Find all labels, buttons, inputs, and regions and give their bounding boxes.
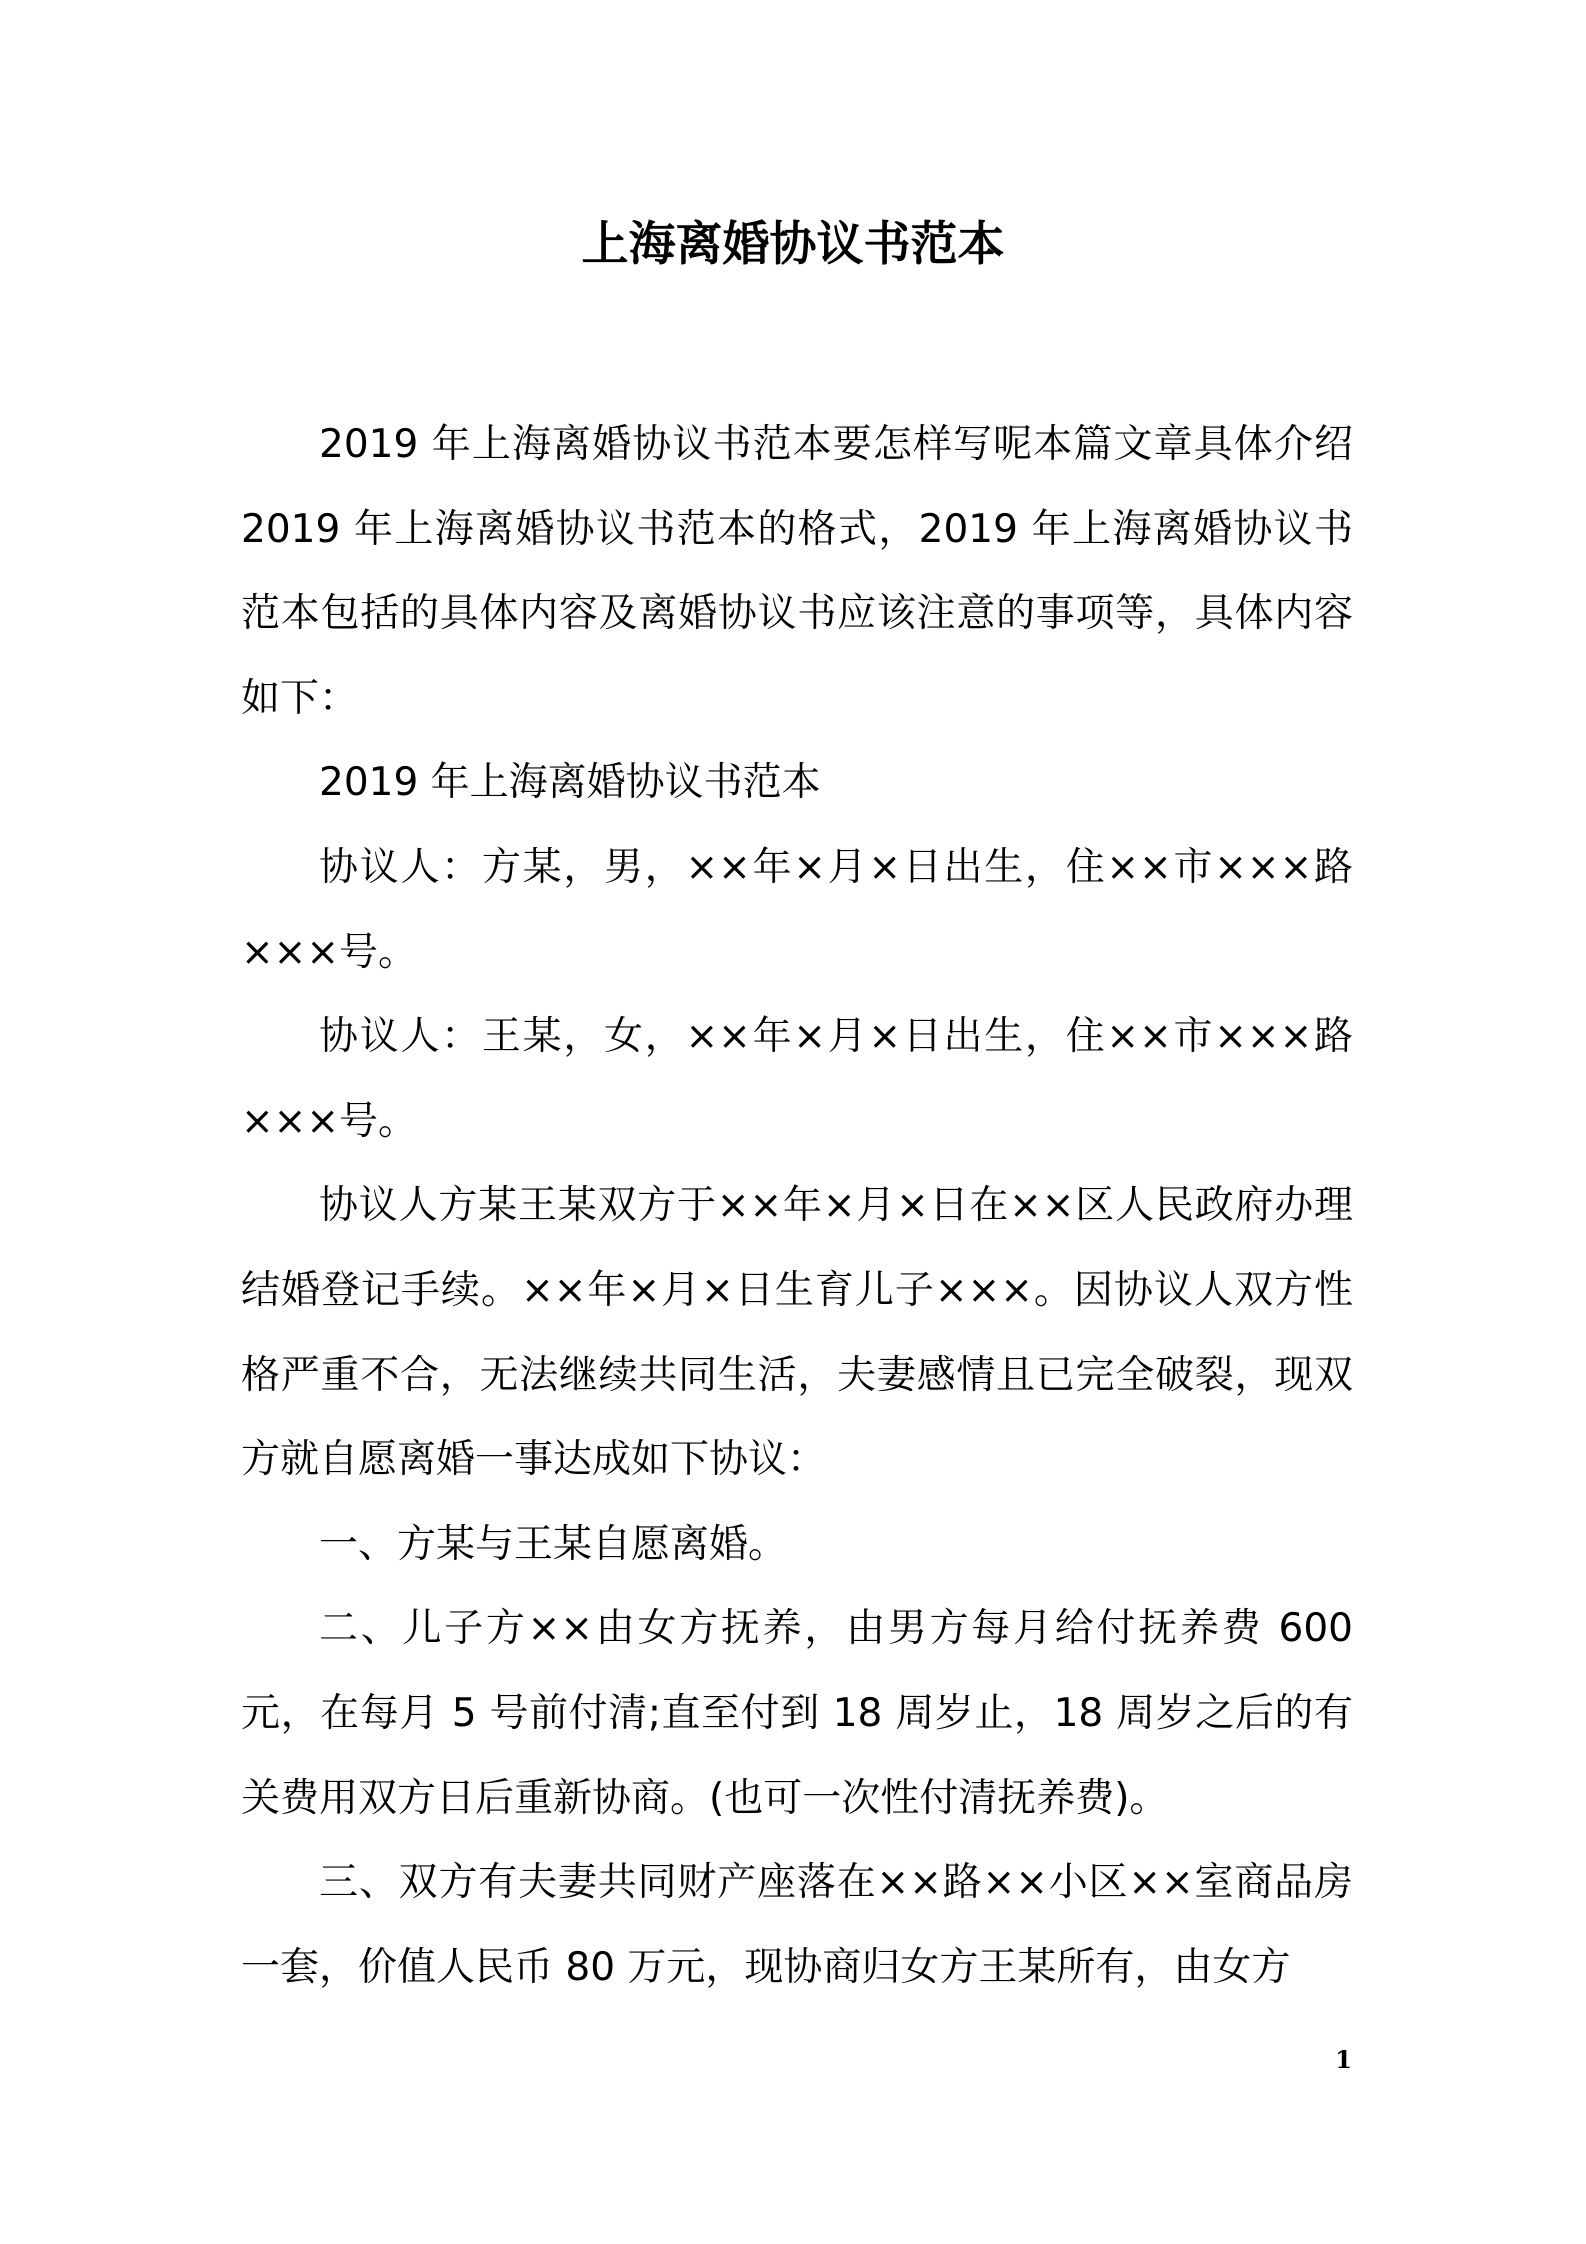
paragraph-background: 协议人方某王某双方于××年×月×日在××区人民政府办理结婚登记手续。××年×月×日生育儿子×××。因协议人双方性格严重不合，无法继续共同生活，夫妻感情且已完全破裂，现双方就自愿离婚一事达成如下协议： xyxy=(241,1183,1353,1483)
clause-3: 三、双方有夫妻共同财产座落在××路××小区××室商品房一套，价值人民币 80 万元，现协商归女方王某所有，由女方 xyxy=(241,1860,1353,1990)
document-title: 上海离婚协议书范本 xyxy=(581,217,1005,272)
clause-1: 一、方某与王某自愿离婚。 xyxy=(319,1521,788,1567)
paragraph-intro: 2019 年上海离婚协议书范本要怎样写呢本篇文章具体介绍2019 年上海离婚协议书范本的格式，2019 年上海离婚协议书范本包括的具体内容及离婚协议书应该注意的事项等，具体内容如下： xyxy=(241,422,1353,721)
document-body xyxy=(241,403,1353,2010)
page-number: 1 xyxy=(1335,2045,1352,2074)
clause-2: 二、儿子方××由女方抚养，由男方每月给付抚养费 600 元，在每月 5 号前付清;直至付到 18 周岁止，18 周岁之后的有关费用双方日后重新协商。(也可一次性付清抚养费)。 xyxy=(241,1606,1353,1821)
paragraph-party-female: 协议人：王某，女，××年×月×日出生，住××市×××路×××号。 xyxy=(241,1014,1353,1144)
paragraph-party-male: 协议人：方某，男，××年×月×日出生，住××市×××路×××号。 xyxy=(241,844,1353,975)
paragraph-subtitle: 2019 年上海离婚协议书范本 xyxy=(319,760,821,806)
